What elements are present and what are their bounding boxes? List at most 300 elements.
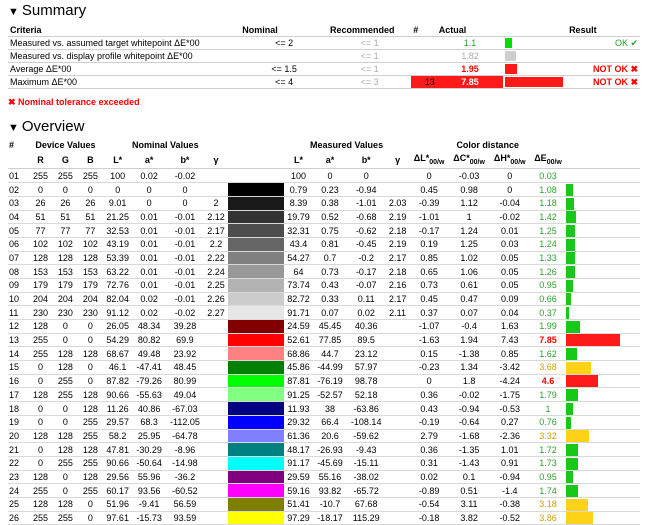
cell-ma: 0.52 [313, 210, 346, 224]
cell-dE: 3.86 [530, 511, 566, 525]
cell-dE: 1 [530, 402, 566, 416]
row-id: 12 [8, 320, 28, 334]
cell-dE: 3.32 [530, 429, 566, 443]
cell-dH: 0 [489, 169, 530, 183]
table-row [8, 402, 640, 416]
cell-na: 0.02 [133, 306, 166, 320]
cell-nL: 51.96 [103, 497, 133, 511]
cell-nL: 97.61 [103, 511, 133, 525]
cell-r: 0 [28, 415, 53, 429]
cell-b: 128 [78, 251, 103, 265]
cell-mL: 100 [284, 169, 314, 183]
cell-g: 51 [53, 210, 78, 224]
cell-dC: 1.06 [449, 265, 490, 279]
delta-e-bar [566, 512, 593, 524]
cell-dE: 1.62 [530, 347, 566, 361]
table-row [8, 306, 640, 320]
cell-ma: 77.85 [313, 333, 346, 347]
row-id: 25 [8, 497, 28, 511]
cell-g: 255 [53, 511, 78, 525]
actual-bar [505, 77, 563, 87]
cell-ng [204, 443, 228, 457]
delta-e-bar-cell [566, 251, 640, 265]
delta-e-bar-cell [566, 429, 640, 443]
cell-mb: 0.02 [347, 306, 386, 320]
cell-ng [204, 415, 228, 429]
column-header-label: a* [144, 155, 154, 166]
row-id: 17 [8, 388, 28, 402]
cell-g: 255 [53, 456, 78, 470]
delta-e-bar [566, 307, 569, 319]
row-id: 01 [8, 169, 28, 183]
row-id: 22 [8, 456, 28, 470]
cell-nL: 43.19 [103, 237, 133, 251]
column-header [386, 152, 410, 169]
delta-e-bar [566, 184, 573, 196]
table-row [8, 456, 640, 470]
cell-ma: 44.7 [313, 347, 346, 361]
cell-mb: 23.12 [347, 347, 386, 361]
row-id: 21 [8, 443, 28, 457]
cell-dC: 1.02 [449, 251, 490, 265]
column-header-label: ΔL* [413, 152, 430, 163]
cell-nb: -60.52 [166, 484, 204, 498]
cell-mL: 68.86 [284, 347, 314, 361]
cell-dC: 0.07 [449, 306, 490, 320]
color-swatch [228, 415, 284, 429]
cell-b: 204 [78, 292, 103, 306]
cell-ng [204, 320, 228, 334]
row-id: 18 [8, 402, 28, 416]
cell-dC: -1.43 [449, 456, 490, 470]
cell-mg [386, 456, 410, 470]
cell-ma: 0.75 [313, 224, 346, 238]
row-id: 08 [8, 265, 28, 279]
table-row [8, 196, 640, 210]
criteria-cell: Average ΔE*00 [8, 63, 240, 76]
summary-heading[interactable] [8, 2, 86, 21]
column-header [347, 152, 386, 169]
cell-g: 0 [53, 320, 78, 334]
cell-nL: 60.17 [103, 484, 133, 498]
cell-ma: 45.45 [313, 320, 346, 334]
cell-na: 0.01 [133, 251, 166, 265]
cell-dC: 0.1 [449, 470, 490, 484]
table-row [8, 265, 640, 279]
cell-mb: -0.07 [347, 278, 386, 292]
cell-b: 0 [78, 497, 103, 511]
delta-e-bar [566, 321, 580, 333]
nominal-cell: <= 1.5 [240, 63, 328, 76]
delta-e-bar [566, 485, 578, 497]
delta-e-bar [566, 252, 575, 264]
cell-g: 255 [53, 388, 78, 402]
cell-dL: -1.01 [409, 210, 448, 224]
cell-na: 0.01 [133, 210, 166, 224]
cell-mb: 67.68 [347, 497, 386, 511]
cell-nL: 47.81 [103, 443, 133, 457]
cell-dL: -0.39 [409, 196, 448, 210]
recommended-cell: <= 1 [328, 37, 411, 50]
cell-na: -47.41 [133, 361, 166, 375]
table-row [8, 292, 640, 306]
cell-ng [204, 456, 228, 470]
table-row [8, 251, 640, 265]
table-row [8, 210, 640, 224]
cell-mL: 59.16 [284, 484, 314, 498]
cell-g: 0 [53, 484, 78, 498]
cell-nb: 93.59 [166, 511, 204, 525]
table-row [8, 443, 640, 457]
cell-dH: -2.36 [489, 429, 530, 443]
actual-cell: 1.1 [437, 37, 503, 50]
cell-dL: -0.17 [409, 224, 448, 238]
overview-heading[interactable] [8, 118, 84, 137]
cell-dH: 0.85 [489, 347, 530, 361]
cell-nb: 39.28 [166, 320, 204, 334]
cell-ma: -26.93 [313, 443, 346, 457]
cell-ma: -44.99 [313, 361, 346, 375]
actual-cell: 1.82 [437, 50, 503, 63]
cell-dH: -0.04 [489, 196, 530, 210]
cell-r: 0 [28, 443, 53, 457]
cell-mb: -15.11 [347, 456, 386, 470]
cell-ma: 66.4 [313, 415, 346, 429]
cell-mg [386, 415, 410, 429]
cell-r: 255 [28, 484, 53, 498]
cell-na: 0.02 [133, 292, 166, 306]
row-id: 15 [8, 361, 28, 375]
cell-b: 128 [78, 388, 103, 402]
cell-ng [204, 374, 228, 388]
cell-mL: 32.31 [284, 224, 314, 238]
cell-ma: 0.33 [313, 292, 346, 306]
cell-mL: 73.74 [284, 278, 314, 292]
cell-g: 128 [53, 429, 78, 443]
result-header: Result [567, 24, 640, 37]
cell-mL: 29.32 [284, 415, 314, 429]
cell-mb: -38.02 [347, 470, 386, 484]
delta-e-bar-cell [566, 347, 640, 361]
cell-b: 255 [78, 484, 103, 498]
cell-mL: 91.17 [284, 456, 314, 470]
cell-ma: 38 [313, 402, 346, 416]
table-row [8, 237, 640, 251]
row-id: 09 [8, 278, 28, 292]
column-header [78, 152, 103, 169]
cell-ma: 0.73 [313, 265, 346, 279]
cell-ma: 0.38 [313, 196, 346, 210]
color-swatch [228, 265, 284, 279]
color-swatch [228, 484, 284, 498]
delta-e-bar [566, 348, 577, 360]
cell-dE: 0.76 [530, 415, 566, 429]
cell-nb: -67.03 [166, 402, 204, 416]
cell-mb: 40.36 [347, 320, 386, 334]
cell-mg: 2.18 [386, 265, 410, 279]
cell-mL: 51.41 [284, 497, 314, 511]
cell-mg [386, 402, 410, 416]
cell-mL: 0.79 [284, 183, 314, 197]
cell-r: 128 [28, 497, 53, 511]
column-header [449, 152, 490, 169]
table-row [8, 224, 640, 238]
cell-na: 0.02 [133, 169, 166, 183]
row-id: 20 [8, 429, 28, 443]
table-row [8, 497, 640, 511]
count-cell [411, 63, 436, 76]
color-swatch [228, 292, 284, 306]
cell-nb: -0.02 [166, 306, 204, 320]
color-swatch [228, 237, 284, 251]
cell-b: 153 [78, 265, 103, 279]
cell-dC: 1.24 [449, 224, 490, 238]
cell-na: 49.48 [133, 347, 166, 361]
cell-mg [386, 374, 410, 388]
column-header-label: B [87, 155, 94, 166]
cell-ng [204, 511, 228, 525]
cell-nb: -36.2 [166, 470, 204, 484]
color-swatch [228, 333, 284, 347]
cell-ng [204, 484, 228, 498]
cell-dL: 0.85 [409, 251, 448, 265]
cell-dH: -0.53 [489, 402, 530, 416]
color-swatch [228, 511, 284, 525]
cell-dE: 1.73 [530, 456, 566, 470]
cell-dL: 0.45 [409, 292, 448, 306]
summary-row [8, 37, 640, 50]
cell-dC: -0.94 [449, 402, 490, 416]
measured-values-header: Measured Values [310, 140, 384, 151]
cell-b: 0 [78, 333, 103, 347]
delta-e-bar [566, 499, 588, 511]
cell-r: 0 [28, 374, 53, 388]
cell-dE: 0.03 [530, 169, 566, 183]
num-header: # [9, 140, 15, 151]
cell-ma: 0 [313, 169, 346, 183]
cell-ng [204, 333, 228, 347]
cell-ng: 2.24 [204, 265, 228, 279]
delta-e-bar [566, 458, 578, 470]
cell-nb: -0.02 [166, 169, 204, 183]
cell-mg [386, 497, 410, 511]
cell-dL: -0.19 [409, 415, 448, 429]
recommended-cell: <= 1 [328, 63, 411, 76]
cell-dC: 3.82 [449, 511, 490, 525]
cell-mb: -108.14 [347, 415, 386, 429]
cell-mb: 0 [347, 169, 386, 183]
cell-dL: 0.15 [409, 347, 448, 361]
cell-dH: 1.63 [489, 320, 530, 334]
row-id: 07 [8, 251, 28, 265]
cell-r: 255 [28, 333, 53, 347]
cell-r: 153 [28, 265, 53, 279]
cell-dH: -3.42 [489, 361, 530, 375]
delta-e-bar-cell [566, 169, 640, 183]
color-distance-header: Color distance [456, 140, 519, 151]
cell-na: -9.41 [133, 497, 166, 511]
cell-ng: 2.2 [204, 237, 228, 251]
count-cell [411, 50, 436, 63]
overview-table [8, 139, 640, 525]
cell-mb: -0.94 [347, 183, 386, 197]
cell-r: 230 [28, 306, 53, 320]
cell-dE: 0.95 [530, 470, 566, 484]
cell-nb: -0.01 [166, 210, 204, 224]
cell-b: 128 [78, 470, 103, 484]
column-header-label: L* [113, 155, 123, 166]
cell-b: 230 [78, 306, 103, 320]
cell-b: 102 [78, 237, 103, 251]
cell-dH: -1.75 [489, 388, 530, 402]
cell-mg [386, 320, 410, 334]
nominal-cell: <= 2 [240, 37, 328, 50]
cell-dE: 1.08 [530, 183, 566, 197]
cell-nL: 72.76 [103, 278, 133, 292]
cell-ma: 55.16 [313, 470, 346, 484]
cell-dH: -0.52 [489, 511, 530, 525]
cell-dH: 0.01 [489, 224, 530, 238]
column-header-label: γ [213, 155, 219, 166]
cell-nL: 90.66 [103, 388, 133, 402]
cell-mg [386, 347, 410, 361]
cell-nL: 29.57 [103, 415, 133, 429]
cell-nL: 100 [103, 169, 133, 183]
table-row [8, 183, 640, 197]
column-header-label: b* [180, 155, 190, 166]
cell-nL: 58.2 [103, 429, 133, 443]
cell-mb: 89.5 [347, 333, 386, 347]
cell-mg [386, 333, 410, 347]
cell-dC: -1.38 [449, 347, 490, 361]
cell-mg: 2.19 [386, 237, 410, 251]
cell-nb: 23.92 [166, 347, 204, 361]
cell-na: 0.01 [133, 278, 166, 292]
criteria-cell: Measured vs. display profile whitepoint ΔE*00 [8, 50, 240, 63]
recommended-cell: <= 1 [328, 50, 411, 63]
row-id: 16 [8, 374, 28, 388]
cell-ma: 0.43 [313, 278, 346, 292]
delta-e-bar-cell [566, 402, 640, 416]
cell-ma: -10.7 [313, 497, 346, 511]
cell-g: 26 [53, 196, 78, 210]
cell-dE: 4.6 [530, 374, 566, 388]
cell-dL: 0.02 [409, 470, 448, 484]
nominal-values-header: Nominal Values [132, 140, 199, 151]
cell-mg: 2.17 [386, 251, 410, 265]
cell-dC: 0.47 [449, 292, 490, 306]
cell-mL: 43.4 [284, 237, 314, 251]
delta-e-bar-cell [566, 511, 640, 525]
cell-dL: 0 [409, 169, 448, 183]
color-swatch [228, 402, 284, 416]
summary-row [8, 63, 640, 76]
cell-b: 51 [78, 210, 103, 224]
result-cell [567, 50, 640, 63]
collapse-triangle-icon[interactable]: ▼ [8, 122, 19, 134]
cell-nL: 90.66 [103, 456, 133, 470]
cell-g: 204 [53, 292, 78, 306]
cell-mg [386, 169, 410, 183]
cell-dH: 0.09 [489, 292, 530, 306]
column-header [530, 152, 566, 169]
cell-dC: 1.94 [449, 333, 490, 347]
cell-dH: 0.05 [489, 278, 530, 292]
cell-mb: 52.18 [347, 388, 386, 402]
cell-ng [204, 183, 228, 197]
color-swatch [228, 443, 284, 457]
cell-dL: 0 [409, 374, 448, 388]
delta-e-bar-cell [566, 210, 640, 224]
cell-nL: 46.1 [103, 361, 133, 375]
cell-dC: 1.25 [449, 237, 490, 251]
delta-e-bar [566, 225, 575, 237]
delta-e-bar [566, 403, 573, 415]
actual-bar-cell [503, 50, 567, 63]
cell-ng [204, 402, 228, 416]
delta-e-bar-cell [566, 456, 640, 470]
cell-mg: 2.19 [386, 210, 410, 224]
recommended-cell: <= 3 [328, 76, 411, 89]
collapse-triangle-icon[interactable]: ▼ [8, 6, 19, 18]
result-cell: NOT OK ✖ [567, 76, 640, 89]
cell-g: 230 [53, 306, 78, 320]
cell-g: 77 [53, 224, 78, 238]
cell-nL: 32.53 [103, 224, 133, 238]
delta-e-bar [566, 198, 574, 210]
cell-nb: -0.01 [166, 251, 204, 265]
table-row [8, 347, 640, 361]
cell-r: 26 [28, 196, 53, 210]
column-header-label: ΔH* [493, 152, 511, 163]
cell-dC: -0.4 [449, 320, 490, 334]
delta-e-bar-cell [566, 265, 640, 279]
count-cell [411, 37, 436, 50]
cell-mg [386, 361, 410, 375]
cell-dL: 0.43 [409, 402, 448, 416]
cell-b: 128 [78, 347, 103, 361]
cell-nb: 49.04 [166, 388, 204, 402]
column-header [489, 152, 530, 169]
cell-mb: -63.86 [347, 402, 386, 416]
cell-r: 128 [28, 251, 53, 265]
cell-mb: 57.97 [347, 361, 386, 375]
delta-e-bar-cell [566, 320, 640, 334]
cell-nL: 9.01 [103, 196, 133, 210]
cell-nL: 26.05 [103, 320, 133, 334]
cell-ma: -76.19 [313, 374, 346, 388]
cell-dH: 1.01 [489, 443, 530, 457]
cell-na: 55.96 [133, 470, 166, 484]
cell-dC: -1.35 [449, 443, 490, 457]
table-row [8, 374, 640, 388]
column-header-label: a* [325, 155, 335, 166]
cell-nL: 87.82 [103, 374, 133, 388]
actual-cell: 7.85 [437, 76, 503, 89]
delta-e-bar-cell [566, 292, 640, 306]
cell-r: 204 [28, 292, 53, 306]
cell-ma: -52.57 [313, 388, 346, 402]
cell-b: 179 [78, 278, 103, 292]
color-swatch [228, 210, 284, 224]
color-swatch [228, 183, 284, 197]
cell-nb: -0.01 [166, 278, 204, 292]
column-header [313, 152, 346, 169]
cell-b: 77 [78, 224, 103, 238]
cell-dC: 0.51 [449, 484, 490, 498]
cell-mb: -0.45 [347, 237, 386, 251]
table-row [8, 333, 640, 347]
